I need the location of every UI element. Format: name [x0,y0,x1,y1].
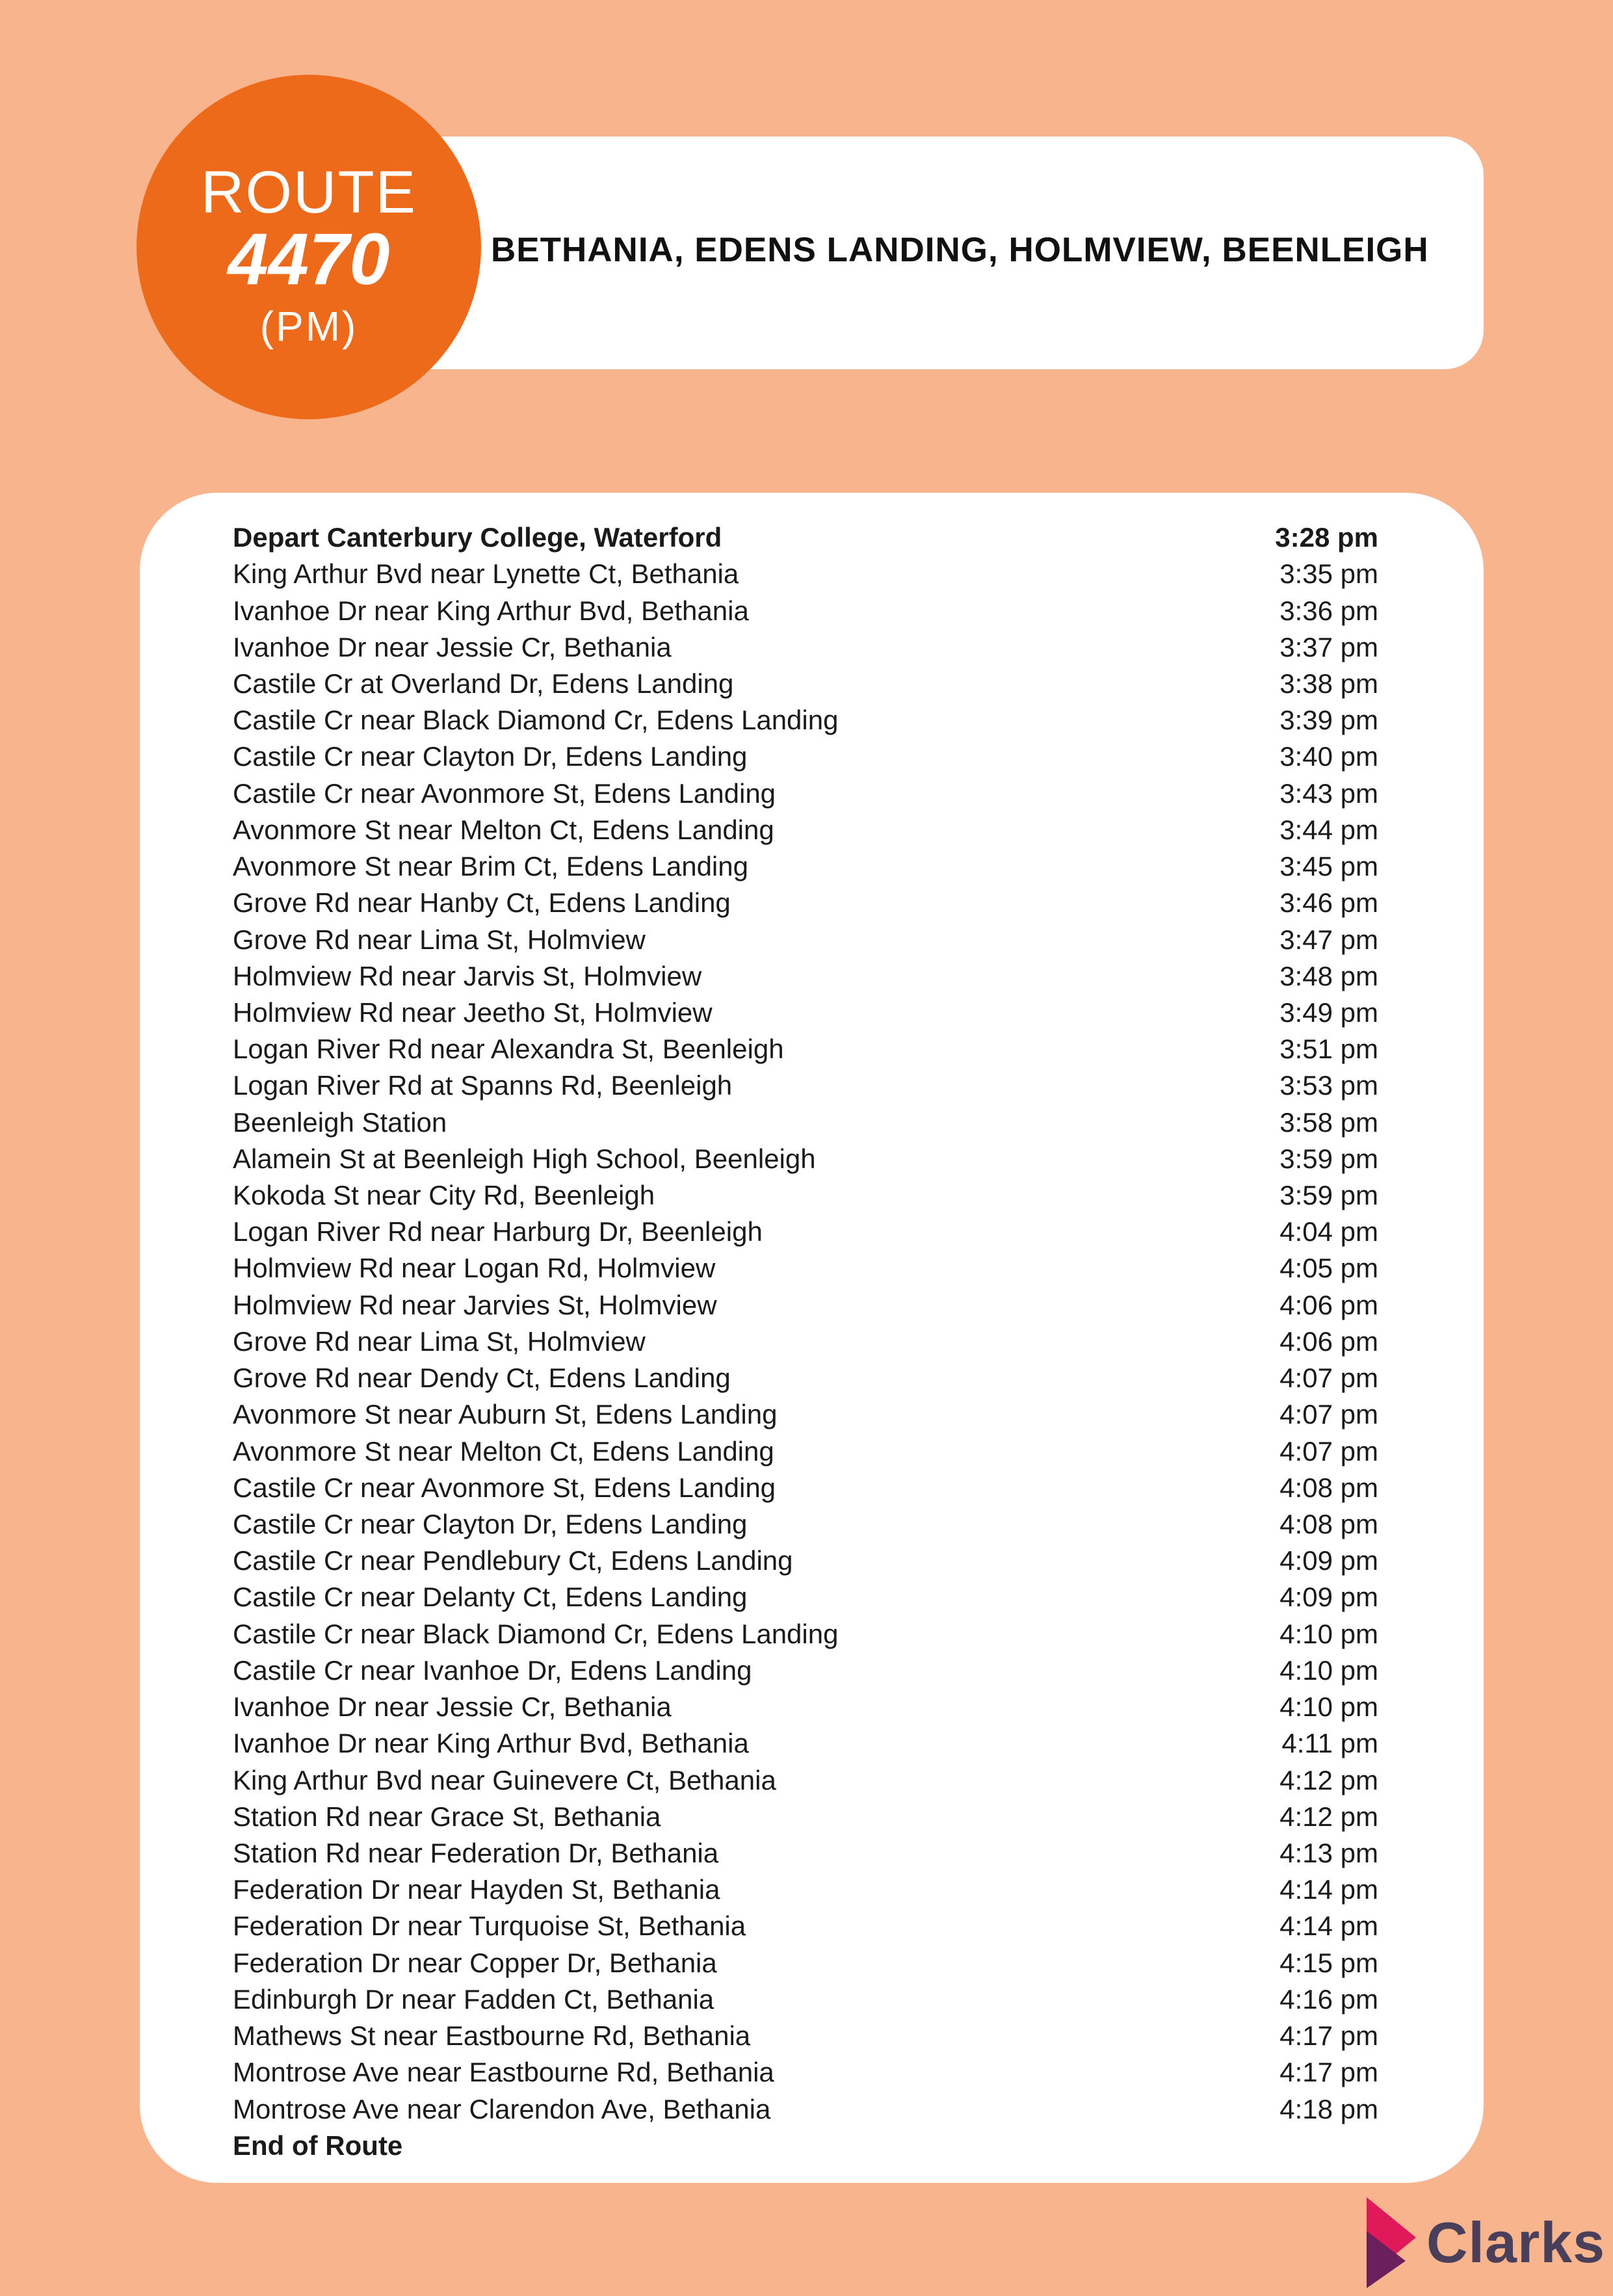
stop-time: 4:08 pm [1279,1509,1378,1540]
timetable-row [233,1799,1378,1835]
timetable-row [233,666,1378,702]
stop-time: 4:07 pm [1279,1363,1378,1394]
stop-name: King Arthur Bvd near Lynette Ct, Bethania [233,558,739,590]
timetable-row [233,519,1378,556]
timetable-row [233,776,1378,812]
stop-name: Castile Cr near Clayton Dr, Edens Landing [233,741,748,772]
timetable-row [233,921,1378,958]
stop-name: Avonmore St near Melton Ct, Edens Landing [233,1435,774,1467]
route-label: ROUTE [201,159,417,226]
stop-name: Ivanhoe Dr near King Arthur Bvd, Bethania [233,595,749,626]
timetable-row [233,1360,1378,1396]
stop-time: 3:38 pm [1279,668,1378,699]
timetable-row [233,1470,1378,1506]
timetable-row [233,1031,1378,1067]
timetable-row [233,1104,1378,1141]
stop-name: Station Rd near Federation Dr, Bethania [233,1837,719,1868]
timetable-row [233,1396,1378,1433]
stop-time: 3:43 pm [1279,777,1378,809]
stop-time: 4:04 pm [1279,1216,1378,1247]
stop-time: 4:10 pm [1279,1691,1378,1723]
stop-name: Castile Cr near Ivanhoe Dr, Edens Landing [233,1654,752,1686]
timetable-row [233,1689,1378,1725]
stop-time: 3:58 pm [1279,1106,1378,1138]
brand-name: Clarks [1426,2210,1606,2275]
stop-name: Castile Cr at Overland Dr, Edens Landing [233,668,734,699]
stop-name: Castile Cr near Avonmore St, Edens Landing [233,777,776,809]
stop-name: Station Rd near Grace St, Bethania [233,1801,661,1832]
stop-time: 3:59 pm [1279,1143,1378,1174]
stop-name: Castile Cr near Delanty Ct, Edens Landing [233,1582,748,1613]
stop-time: 4:07 pm [1279,1399,1378,1430]
stop-time: 4:09 pm [1279,1582,1378,1613]
stop-name: Mathews St near Eastbourne Rd, Bethania [233,2020,751,2052]
stop-name: Ivanhoe Dr near Jessie Cr, Bethania [233,631,672,662]
stop-name: Holmview Rd near Jarvies St, Holmview [233,1289,717,1320]
timetable-row [233,1177,1378,1214]
stop-name: Depart Canterbury College, Waterford [233,522,722,553]
end-of-route: End of Route [233,2130,403,2161]
timetable-row [233,1433,1378,1469]
timetable-row [233,1324,1378,1360]
stop-name: Castile Cr near Avonmore St, Edens Landing [233,1472,776,1503]
timetable-row [233,1981,1378,2018]
timetable-row [233,2054,1378,2091]
stop-time: 3:51 pm [1279,1034,1378,1065]
stop-time: 4:10 pm [1279,1618,1378,1649]
timetable-row [233,592,1378,629]
route-period: (PM) [259,303,358,350]
stop-time: 3:46 pm [1279,887,1378,919]
stop-time: 4:11 pm [1281,1728,1378,1759]
timetable-row [233,1287,1378,1324]
stop-name: Federation Dr near Copper Dr, Bethania [233,1947,717,1978]
stop-name: Montrose Ave near Clarendon Ave, Bethania [233,2093,771,2124]
clarks-logo-icon [1365,2197,1417,2288]
stop-name: Beenleigh Station [233,1106,447,1138]
stop-time: 3:47 pm [1279,924,1378,955]
stop-name: Holmview Rd near Jeetho St, Holmview [233,997,713,1028]
clarks-logo [1365,2197,1605,2288]
timetable-row [233,2018,1378,2054]
stop-time: 3:44 pm [1279,814,1378,845]
route-badge [137,75,481,419]
stop-name: Ivanhoe Dr near King Arthur Bvd, Bethania [233,1728,749,1759]
stop-name: Edinburgh Dr near Fadden Ct, Bethania [233,1983,715,2015]
stop-name: Castile Cr near Black Diamond Cr, Edens Landing [233,705,839,736]
stop-name: Federation Dr near Hayden St, Bethania [233,1874,720,1905]
stop-time: 3:45 pm [1279,851,1378,882]
stop-time: 3:40 pm [1279,741,1378,772]
stop-name: Alamein St at Beenleigh High School, Beenleigh [233,1143,816,1174]
timetable-row [233,1506,1378,1543]
timetable-row [233,812,1378,848]
timetable-row [233,556,1378,592]
timetable-row [233,1908,1378,1944]
stop-time: 4:17 pm [1279,2020,1378,2052]
stop-name: Castile Cr near Pendlebury Ct, Edens Landing [233,1545,793,1576]
stop-time: 4:07 pm [1279,1435,1378,1467]
stop-name: Montrose Ave near Eastbourne Rd, Bethania [233,2057,774,2088]
stop-time: 4:17 pm [1279,2057,1378,2088]
timetable-row [233,1652,1378,1689]
stop-name: Logan River Rd near Alexandra St, Beenleigh [233,1034,784,1065]
stop-time: 4:05 pm [1279,1253,1378,1284]
stop-time: 4:13 pm [1279,1837,1378,1868]
route-number: 4470 [228,218,390,300]
timetable-row [233,1214,1378,1250]
timetable-row [233,1835,1378,1872]
timetable-row [233,995,1378,1031]
stop-time: 3:28 pm [1275,522,1378,553]
stop-name: Avonmore St near Melton Ct, Edens Landing [233,814,774,845]
stop-name: Kokoda St near City Rd, Beenleigh [233,1180,655,1211]
stop-name: Grove Rd near Hanby Ct, Edens Landing [233,887,731,919]
stop-name: Holmview Rd near Jarvis St, Holmview [233,960,702,991]
stop-time: 3:39 pm [1279,705,1378,736]
stop-name: Logan River Rd near Harburg Dr, Beenleigh [233,1216,763,1247]
stop-time: 3:59 pm [1279,1180,1378,1211]
timetable-row [233,629,1378,666]
stop-time: 3:48 pm [1279,960,1378,991]
stop-time: 4:18 pm [1279,2093,1378,2124]
stop-time: 3:36 pm [1279,595,1378,626]
stop-time: 4:06 pm [1279,1325,1378,1357]
timetable-row [233,1579,1378,1615]
timetable-row [233,1141,1378,1177]
stop-time: 4:16 pm [1279,1983,1378,2015]
timetable-row [233,1872,1378,1908]
timetable-row [233,2091,1378,2127]
timetable-row [233,1067,1378,1104]
timetable-row [233,885,1378,921]
timetable [233,519,1378,2164]
stop-time: 4:12 pm [1279,1801,1378,1832]
stop-time: 3:49 pm [1279,997,1378,1028]
stop-time: 3:37 pm [1279,631,1378,662]
stop-time: 4:10 pm [1279,1654,1378,1686]
stop-name: Ivanhoe Dr near Jessie Cr, Bethania [233,1691,672,1723]
timetable-row [233,958,1378,995]
timetable-row [233,702,1378,738]
timetable-row [233,738,1378,775]
stop-time: 4:12 pm [1279,1764,1378,1795]
stop-name: Avonmore St near Brim Ct, Edens Landing [233,851,748,882]
stop-time: 4:06 pm [1279,1289,1378,1320]
stop-name: Grove Rd near Lima St, Holmview [233,924,646,955]
stop-time: 4:15 pm [1279,1947,1378,1978]
stop-name: Federation Dr near Turquoise St, Bethania [233,1911,746,1942]
stop-time: 4:14 pm [1279,1911,1378,1942]
stop-name: Grove Rd near Lima St, Holmview [233,1325,646,1357]
stop-name: Grove Rd near Dendy Ct, Edens Landing [233,1363,731,1394]
route-name: BETHANIA, EDENS LANDING, HOLMVIEW, BEENLEIGH [491,231,1429,269]
stop-name: Holmview Rd near Logan Rd, Holmview [233,1253,716,1284]
timetable-row [233,1725,1378,1762]
stop-name: Logan River Rd at Spanns Rd, Beenleigh [233,1070,733,1101]
stop-name: King Arthur Bvd near Guinevere Ct, Bethania [233,1764,776,1795]
stop-name: Avonmore St near Auburn St, Edens Landing [233,1399,778,1430]
timetable-row [233,1250,1378,1286]
stop-time: 3:35 pm [1279,558,1378,590]
timetable-row [233,1616,1378,1652]
stop-time: 4:09 pm [1279,1545,1378,1576]
timetable-row [233,1762,1378,1798]
stop-time: 3:53 pm [1279,1070,1378,1101]
timetable-row [233,1543,1378,1579]
timetable-row [233,848,1378,885]
stop-time: 4:08 pm [1279,1472,1378,1503]
timetable-row [233,1945,1378,1981]
stop-name: Castile Cr near Black Diamond Cr, Edens Landing [233,1618,839,1649]
stop-name: Castile Cr near Clayton Dr, Edens Landing [233,1509,748,1540]
stop-time: 4:14 pm [1279,1874,1378,1905]
